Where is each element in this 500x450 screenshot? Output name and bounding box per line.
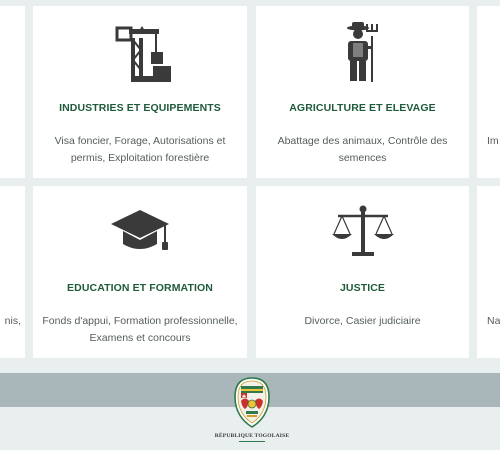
- description-line: Fonds d'appui, Formation professionnelle,: [42, 315, 238, 327]
- service-card-agriculture[interactable]: [256, 6, 469, 178]
- description-line: Divorce, Casier judiciaire: [304, 315, 421, 327]
- service-card-description: Na: [487, 315, 500, 327]
- farmer-icon: [256, 22, 469, 84]
- service-card-description: [41, 133, 239, 167]
- graduation-cap-icon: [33, 208, 247, 258]
- service-card-left-partial-2[interactable]: [0, 186, 25, 358]
- service-card-title: AGRICULTURE ET ELEVAGE: [289, 102, 436, 114]
- description-line: Examens et concours: [89, 332, 191, 344]
- service-card-left-partial-1[interactable]: [0, 6, 25, 178]
- service-card-description: [264, 313, 461, 330]
- coat-of-arms-icon: [234, 377, 270, 429]
- service-card-right-partial-1[interactable]: [477, 6, 500, 178]
- service-card-right-partial-2[interactable]: [477, 186, 500, 358]
- service-card-title: EDUCATION ET FORMATION: [67, 282, 213, 294]
- description-line: Abattage des animaux, Contrôle des: [277, 135, 448, 147]
- description-line: Visa foncier, Forage, Autorisations et: [54, 135, 226, 147]
- emblem-caption: RÉPUBLIQUE TOGOLAISE: [214, 433, 290, 439]
- service-card-description: [41, 313, 239, 347]
- description-line: semences: [338, 152, 387, 164]
- crane-icon: [33, 22, 247, 82]
- scales-icon: [256, 204, 469, 260]
- service-card-justice[interactable]: [256, 186, 469, 358]
- service-card-industries[interactable]: [33, 6, 247, 178]
- service-card-title: JUSTICE: [339, 282, 386, 294]
- service-card-description: [264, 133, 461, 167]
- service-card-description: nis,: [4, 315, 21, 327]
- service-card-description: Im: [487, 135, 499, 147]
- description-line: permis, Exploitation forestière: [70, 152, 210, 164]
- service-card-title: INDUSTRIES ET EQUIPEMENTS: [59, 102, 221, 114]
- emblem-underline: [239, 441, 265, 442]
- service-card-education[interactable]: [33, 186, 247, 358]
